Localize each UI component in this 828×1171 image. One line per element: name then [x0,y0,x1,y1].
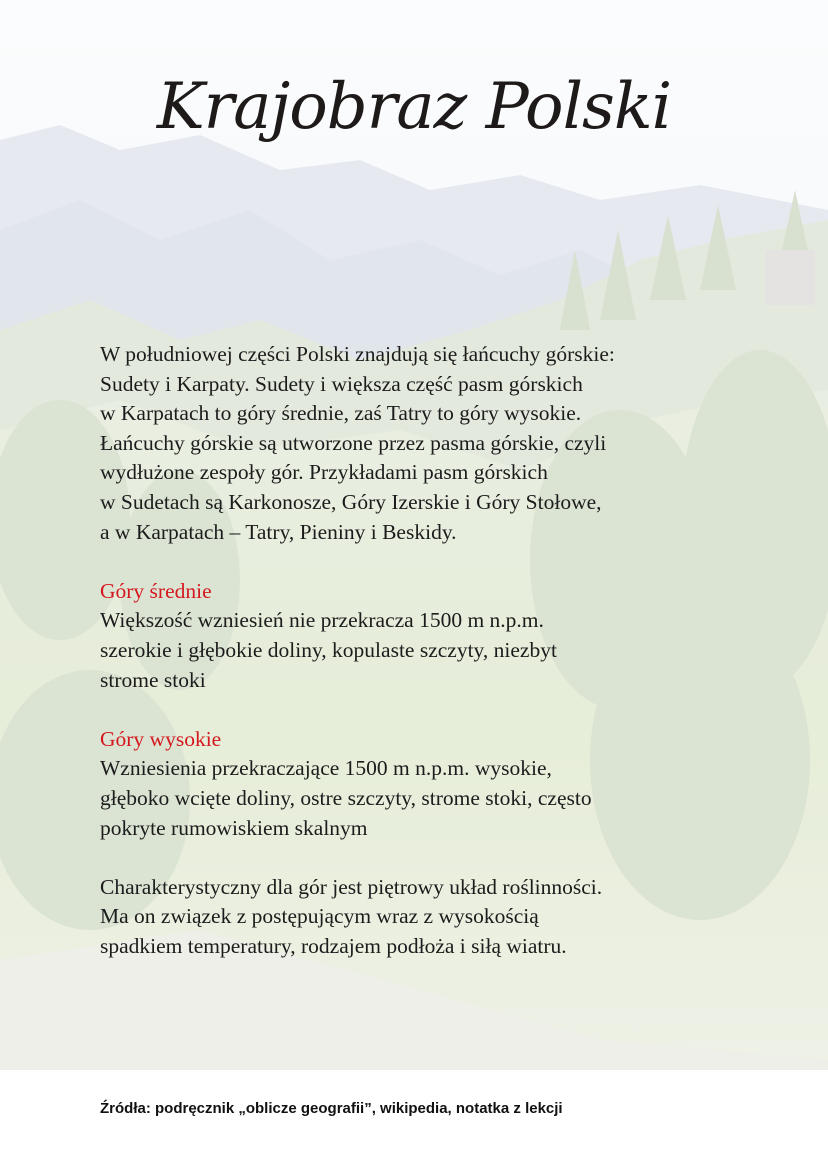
high-mountains-heading: Góry wysokie [100,726,222,751]
medium-mountains-line: strome stoki [100,667,206,692]
intro-line: w Karpatach to góry średnie, zaś Tatry to góry wysokie. [100,401,582,426]
intro-line: w Sudetach są Karkonosze, Góry Izerskie i Góry Stołowe, [100,489,602,514]
medium-mountains-heading: Góry średnie [100,578,212,603]
sources-footer: Źródła: podręcznik „oblicze geografii”, wikipedia, notatka z lekcji [100,1100,563,1117]
medium-mountains-section [100,577,760,695]
high-mountains-line: głęboko wcięte doliny, ostre szczyty, strome stoki, często [100,785,592,810]
closing-line: Charakterystyczny dla gór jest piętrowy układ roślinności. [100,874,603,899]
closing-line: spadkiem temperatury, rodzajem podłoża i siłą wiatru. [100,933,567,958]
high-mountains-section [100,725,760,843]
main-content [100,340,760,991]
intro-line: a w Karpatach – Tatry, Pieniny i Beskidy. [100,519,457,544]
intro-line: Sudety i Karpaty. Sudety i większa część pasm górskich [100,371,583,396]
medium-mountains-line: Większość wzniesień nie przekracza 1500 m n.p.m. [100,608,544,633]
intro-line: W południowej części Polski znajdują się łańcuchy górskie: [100,342,615,366]
medium-mountains-line: szerokie i głębokie doliny, kopulaste szczyty, niezbyt [100,637,557,662]
high-mountains-line: Wzniesienia przekraczające 1500 m n.p.m. wysokie, [100,756,552,781]
intro-line: wydłużone zespoły gór. Przykładami pasm górskich [100,460,548,485]
page-title: Krajobraz Polski [156,70,672,144]
intro-line: Łańcuchy górskie są utworzone przez pasma górskie, czyli [100,430,607,455]
closing-paragraph [100,873,760,962]
high-mountains-line: pokryte rumowiskiem skalnym [100,815,368,840]
closing-line: Ma on związek z postępującym wraz z wysokością [100,904,539,929]
intro-paragraph [100,340,760,547]
